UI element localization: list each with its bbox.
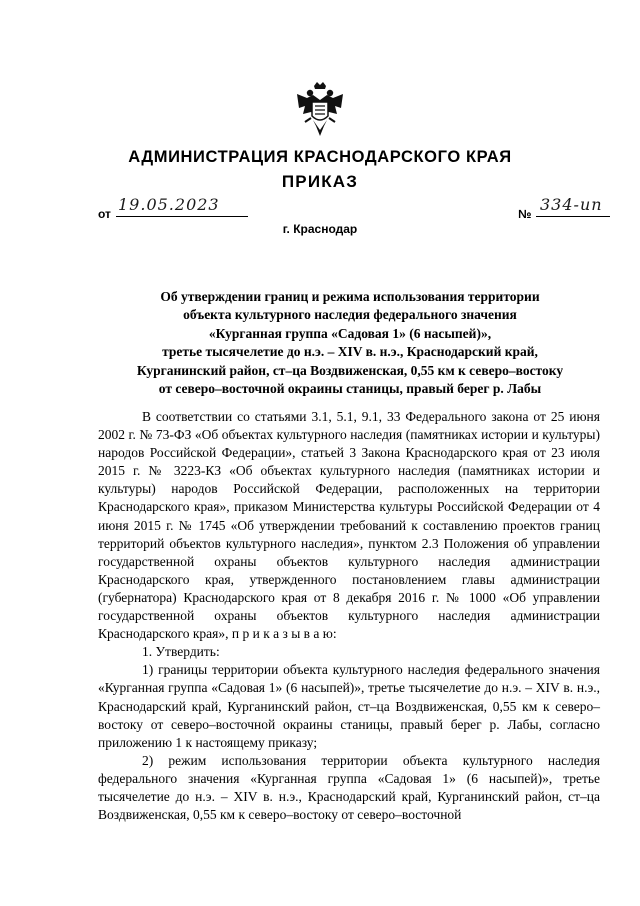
heading-line: Об утверждении границ и режима использования территории bbox=[160, 289, 540, 304]
heading-line: третье тысячелетие до н.э. – XIV в. н.э., Краснодарский край, bbox=[162, 344, 538, 360]
date-value: 19.05.2023 bbox=[118, 195, 220, 214]
city-label: г. Краснодар bbox=[282, 222, 358, 236]
heading-line: от северо–восточной окраины станицы, правый берег р. Лабы bbox=[158, 381, 542, 397]
heading-line: «Курганная группа «Садовая 1» (6 насыпей)», bbox=[208, 325, 492, 341]
date-underline bbox=[116, 216, 248, 217]
organization-title: АДМИНИСТРАЦИЯ КРАСНОДАРСКОГО КРАЯ bbox=[128, 148, 512, 166]
number-label: № bbox=[518, 207, 532, 221]
clause-1-1-paragraph: 1) границы территории объекта культурного наследия федерального значения «Курганная группа «Садовая 1» (6 насыпей)», третье тысячелетие до н.э. – XIV в. н.э., Краснодарский край, Курганинский район, ст–ца Воздвиженская, 0,55 км к северо–востоку от северо–восточной окраины станицы, правый берег р. Лабы, согласно приложению 1 к настоящему приказу; bbox=[98, 662, 600, 750]
document-heading bbox=[120, 288, 580, 398]
document-type: ПРИКАЗ bbox=[281, 172, 359, 191]
coat-of-arms-icon bbox=[295, 80, 345, 138]
number-underline bbox=[536, 216, 610, 217]
clause-1-paragraph: 1. Утвердить: bbox=[142, 644, 220, 660]
clause-1-2-paragraph: 2) режим использования территории объекта культурного наследия федерального значения «Курганная группа «Садовая 1» (6 насыпей)», третье тысячелетие до н.э. – XIV в. н.э., Краснодарский край, Курганинский район, ст–ца Воздвиженская, 0,55 км к северо–востоку от северо–восточной bbox=[98, 752, 600, 823]
heading-line: Курганинский район, ст–ца Воздвиженская, 0,55 км к северо–востоку bbox=[136, 362, 564, 378]
number-value: 334-ип bbox=[540, 195, 603, 214]
document-body bbox=[98, 408, 600, 824]
date-label: от bbox=[98, 207, 111, 221]
heading-line: объекта культурного наследия федерального значения bbox=[183, 307, 517, 323]
preamble-paragraph: В соответствии со статьями 3.1, 5.1, 9.1, 33 Федерального закона от 25 июня 2002 г. № 73-ФЗ «Об объектах культурного наследия (памятниках истории и культуры) народов Российской Федерации», статьей 3 Закона Краснодарского края от 23 июля 2015 г. № 3223-КЗ «Об объектах культурного наследия (памятниках истории и культуры) народов Российской Федерации, расположенных на территории Краснодарского края», приказом Министерства культуры Российской Федерации от 4 июня 2015 г. № 1745 «Об утверждении требований к составлению проектов границ территорий объектов культурного наследия», пунктом 2.3 Положения об управлении государственной охраны объектов культурного наследия администрации Краснодарского края, утвержденного постановлением главы администрации (губернатора) Краснодарского края от 8 декабря 2016 г. № 1000 «Об управлении государственной охраны объектов культурного наследия администрации Краснодарского края», п р и к а з ы в а ю: bbox=[98, 409, 600, 642]
